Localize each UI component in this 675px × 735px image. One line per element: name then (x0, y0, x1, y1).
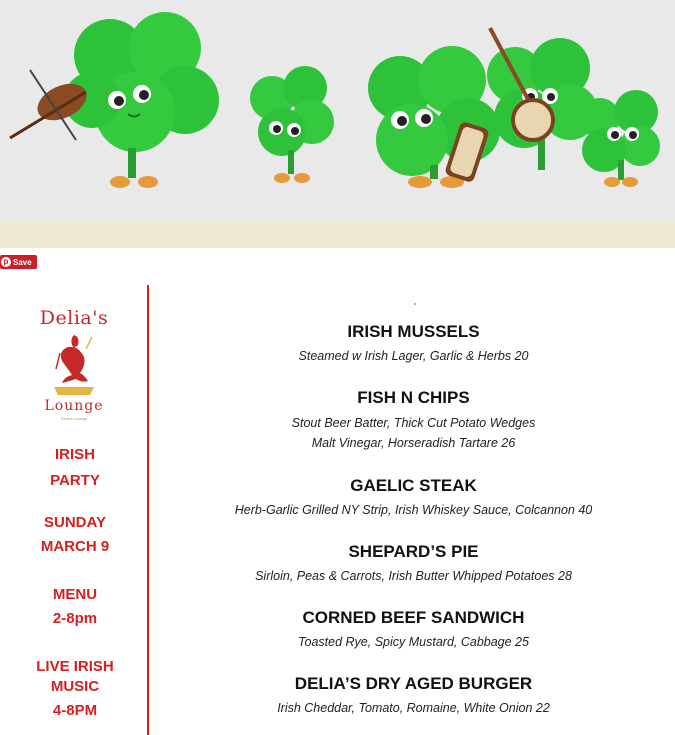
menu-item-name: SHEPARD’S PIE (348, 542, 479, 561)
logo-tagline: Delia's Lounge (60, 416, 88, 421)
menu-item-desc-line2: Malt Vinegar, Horseradish Tartare 26 (311, 436, 516, 450)
dancer-logo-icon (52, 329, 96, 399)
sidebar-divider (147, 285, 149, 735)
shamrock-banjo-icon (487, 28, 598, 170)
menu-item-desc: Irish Cheddar, Tomato, Romaine, White Onion 22 (277, 701, 550, 715)
menu-time: 2-8pm (52, 610, 98, 627)
pinterest-save-button[interactable] (0, 255, 37, 269)
menu-item-desc: Stout Beer Batter, Thick Cut Potato Wedges (291, 416, 536, 430)
music-line1: LIVE IRISH (36, 658, 114, 675)
shamrock-right-icon (580, 90, 660, 187)
banner-bottom-strip (0, 222, 675, 248)
menu-item-name: GAELIC STEAK (350, 476, 477, 495)
music-line2: MUSIC (50, 678, 100, 695)
logo-subtitle: Lounge (44, 398, 104, 414)
shamrock-band-illustration (0, 0, 675, 222)
menu-item-name: FISH N CHIPS (357, 388, 470, 407)
logo-title: Delia's (39, 307, 109, 329)
shamrock-small-icon (250, 66, 334, 183)
event-date: MARCH 9 (40, 538, 110, 555)
menu-item-name: DELIA’S DRY AGED BURGER (294, 674, 533, 693)
menu-item-desc: Herb-Garlic Grilled NY Strip, Irish Whiskey Sauce, Colcannon 40 (234, 503, 593, 517)
menu-item-name: CORNED BEEF SANDWICH (302, 608, 525, 627)
shamrock-band-banner (0, 0, 675, 222)
menu-item-desc: Toasted Rye, Spicy Mustard, Cabbage 25 (298, 635, 529, 649)
event-sidebar (0, 285, 148, 735)
event-title-line2: PARTY (50, 472, 100, 489)
menu-item-desc: Steamed w Irish Lager, Garlic & Herbs 20 (298, 349, 529, 363)
decorative-dot (414, 303, 416, 305)
event-title-line1: IRISH (54, 446, 95, 463)
music-time: 4-8PM (52, 702, 98, 719)
save-label: Save (13, 257, 32, 267)
shamrock-fiddler-icon (10, 12, 219, 188)
menu-item-desc: Sirloin, Peas & Carrots, Irish Butter Whipped Potatoes 28 (255, 569, 572, 583)
menu-item-name: IRISH MUSSELS (347, 322, 480, 341)
pinterest-icon: p (1, 257, 11, 267)
menu-label: MENU (52, 586, 98, 603)
shamrock-drummer-icon (368, 46, 500, 188)
event-day: SUNDAY (44, 514, 106, 531)
